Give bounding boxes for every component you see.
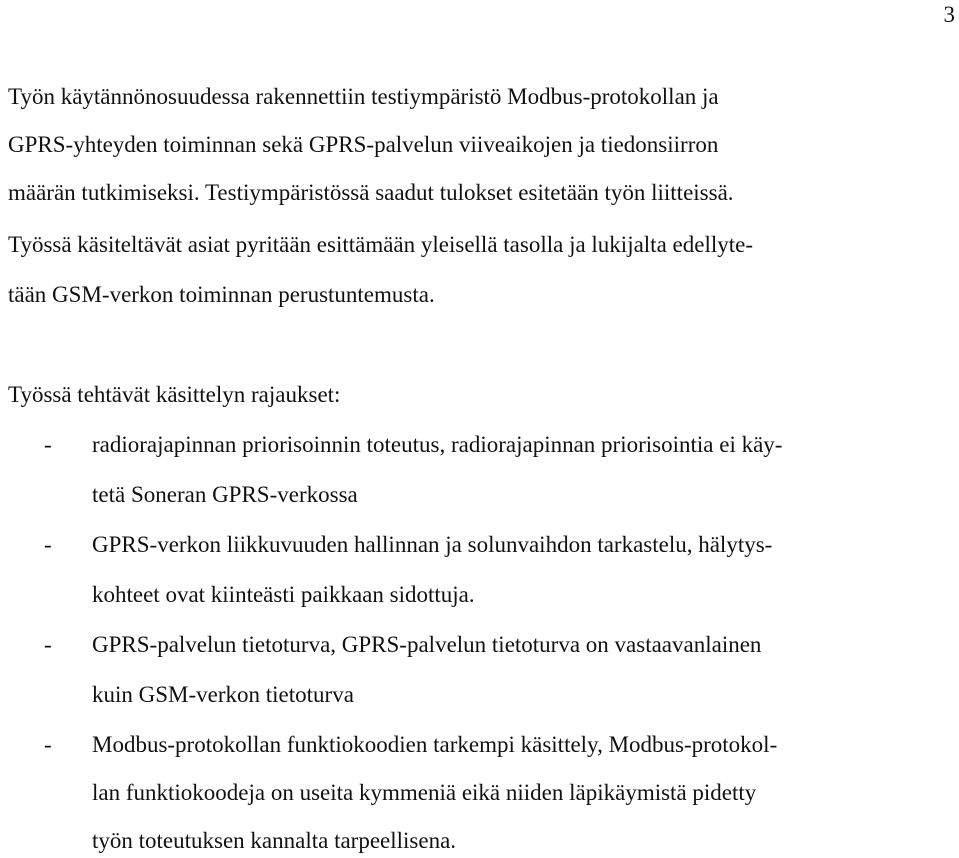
list-item-line: radiorajapinnan priorisoinnin toteutus, radiorajapinnan priorisointia ei käy- <box>92 432 783 457</box>
bullet-dash: - <box>44 532 52 557</box>
list-item-line: tetä Soneran GPRS-verkossa <box>92 482 358 507</box>
list-item-line: GPRS-palvelun tietoturva, GPRS-palvelun tietoturva on vastaavanlainen <box>92 632 762 657</box>
paragraph-line: määrän tutkimiseksi. Testiympäristössä saadut tulokset esitetään työn liitteissä. <box>8 180 734 205</box>
list-item-line: GPRS-verkon liikkuvuuden hallinnan ja solunvaihdon tarkastelu, hälytys- <box>92 532 773 557</box>
list-item-line: lan funktiokoodeja on useita kymmeniä eikä niiden läpikäymistä pidetty <box>92 780 757 805</box>
paragraph-line: tään GSM-verkon toiminnan perustuntemusta. <box>8 282 435 307</box>
page-number: 3 <box>943 2 955 27</box>
bullet-dash: - <box>44 732 52 757</box>
list-item-line: Modbus-protokollan funktiokoodien tarkempi käsittely, Modbus-protokol- <box>92 732 778 757</box>
restrictions-heading: Työssä tehtävät käsittelyn rajaukset: <box>8 382 341 407</box>
list-item-line: kuin GSM-verkon tietoturva <box>92 682 354 707</box>
bullet-dash: - <box>44 432 52 457</box>
paragraph-line: GPRS-yhteyden toiminnan sekä GPRS-palvelun viiveaikojen ja tiedonsiirron <box>8 132 719 157</box>
bullet-dash: - <box>44 632 52 657</box>
list-item-line: kohteet ovat kiinteästi paikkaan sidottuja. <box>92 582 475 607</box>
paragraph-line: Työn käytännönosuudessa rakennettiin testiympäristö Modbus-protokollan ja <box>8 84 719 109</box>
paragraph-line: Työssä käsiteltävät asiat pyritään esittämään yleisellä tasolla ja lukijalta edellyte- <box>8 232 753 257</box>
list-item-line: työn toteutuksen kannalta tarpeellisena. <box>92 828 457 853</box>
